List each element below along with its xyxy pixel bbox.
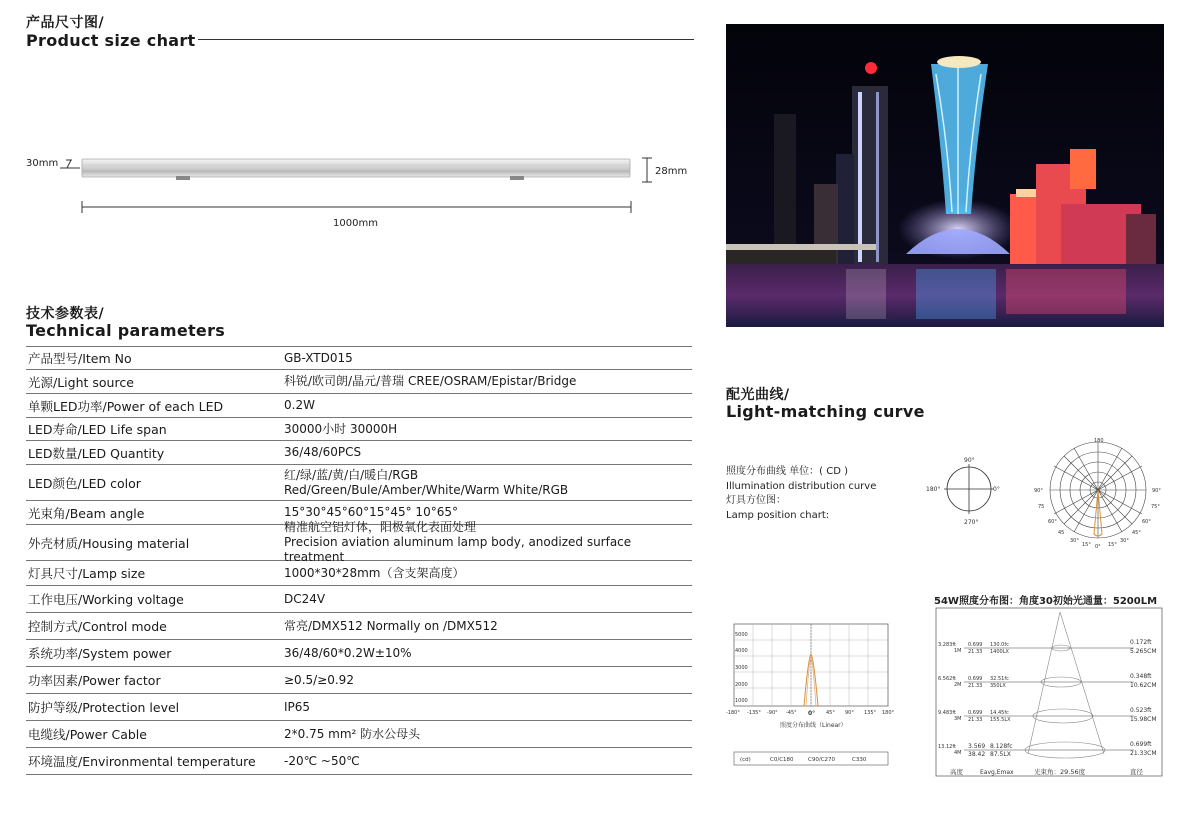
linear-caption: 照度分布曲线（Linear） (780, 722, 847, 729)
polar-tick: 30° (1070, 538, 1079, 544)
param-row (26, 694, 692, 721)
cone-chart-title: 54W照度分布图：角度30初始光通量：5200LM (934, 596, 1158, 607)
linear-xtick: -180° (726, 710, 740, 716)
param-row (26, 465, 692, 501)
polar-tick: 75 (1038, 504, 1045, 510)
cone-height-m: 4M (954, 750, 962, 756)
param-value (282, 468, 692, 498)
cone-eavg: 0.699 (968, 642, 983, 648)
param-key: LED数量/LED Quantity (28, 445, 165, 461)
linear-ytick: 5000 (735, 632, 748, 638)
cone-height-m: 1M (954, 648, 962, 654)
param-key: 防护等级/Protection level (28, 700, 180, 715)
cone-emax: 21.33 (968, 717, 983, 723)
section-divider (198, 39, 694, 40)
cone-fc: 8.128fc (990, 743, 1013, 750)
dist-note-line1: 照度分布曲线 单位：( CD ) (726, 466, 849, 477)
dist-note-line2: Illumination distribution curve (726, 480, 877, 492)
polar-tick: 90° (1034, 488, 1043, 494)
dim-length-marker (80, 200, 634, 214)
dim-height-label: 28mm (655, 166, 688, 177)
param-value: 15°30°45°60°15°45° 10°65° (284, 505, 458, 519)
cone-eavg: 3.569 (968, 743, 986, 750)
cone-dia-cm: 5.265CM (1130, 648, 1157, 655)
cone-emax: 21.33 (968, 649, 983, 655)
dim-width-marker (58, 158, 82, 172)
linear-xtick: 0° (808, 710, 816, 717)
param-value: DC24V (284, 591, 326, 606)
cone-footer-eavg: Eavg,Emax (980, 769, 1014, 776)
param-value: 36/48/60PCS (284, 445, 362, 459)
linear-xtick: -135° (747, 710, 761, 716)
linear-ytick: 1000 (735, 698, 748, 704)
param-row (26, 640, 692, 667)
pos-label-left: 180° (926, 486, 941, 493)
pos-label-right: 0° (993, 486, 1000, 493)
linear-xtick: 90° (845, 710, 854, 716)
night-city-photo (726, 24, 1164, 327)
param-value: IP65 (284, 699, 311, 714)
cone-footer-height: 高度 (950, 768, 963, 776)
param-value: 0.2W (284, 398, 315, 412)
distribution-notes (726, 465, 876, 523)
param-value: 30000小时 30000H (284, 421, 398, 436)
pos-label-top: 90° (964, 457, 975, 464)
polar-tick: 180 (1094, 438, 1104, 444)
param-row (26, 394, 692, 418)
param-row (26, 586, 692, 613)
cone-lux: 155.5LX (990, 717, 1011, 723)
param-key: 光源/Light source (28, 374, 134, 390)
cone-dia-cm: 10.62CM (1130, 682, 1157, 689)
param-row (26, 370, 692, 394)
polar-tick: 45 (1058, 530, 1065, 536)
param-value: -20℃ ~50℃ (284, 753, 360, 768)
param-value: 常亮/DMX512 Normally on /DMX512 (284, 618, 498, 633)
dim-length-label: 1000mm (333, 218, 378, 229)
cone-height-ft: 6.562ft (938, 676, 956, 682)
param-key: 灯具尺寸/Lamp size (28, 566, 146, 581)
cone-fc: 130.0fc (990, 642, 1009, 648)
param-key: 电缆线/Power Cable (28, 727, 147, 742)
param-key: LED颜色/LED color (28, 475, 141, 491)
param-value: GB-XTD015 (284, 350, 353, 365)
cone-lux: 1400LX (990, 649, 1009, 655)
params-table (26, 346, 692, 775)
lamp-position-chart (924, 453, 1004, 529)
param-value-line2: Red/Green/Bule/Amber/White/Warm White/RGB (284, 482, 569, 497)
cone-lux: 87.5LX (990, 751, 1011, 758)
polar-tick: 60° (1048, 519, 1057, 525)
linear-ytick: 2000 (735, 682, 748, 688)
param-key: 工作电压/Working voltage (28, 592, 184, 607)
pos-label-bottom: 270° (964, 519, 979, 526)
legend-series-3: C330 (852, 757, 867, 763)
param-key: LED寿命/LED Life span (28, 422, 167, 437)
illuminance-cone-chart (934, 606, 1164, 780)
size-title-cn: 产品尺寸图/ (26, 15, 105, 31)
param-row (26, 441, 692, 465)
cone-height-m: 2M (954, 682, 962, 688)
cone-fc: 32.51fc (990, 676, 1009, 682)
dim-height-marker (640, 157, 654, 183)
legend-series-2: C90/C270 (808, 757, 836, 763)
tech-title-cn: 技术参数表/ (26, 306, 105, 322)
cone-lux: 350LX (990, 683, 1006, 689)
param-value: 科锐/欧司朗/晶元/普瑞 CREE/OSRAM/Epistar/Bridge (284, 374, 577, 388)
cone-dia-cm: 15.98CM (1130, 716, 1157, 723)
linear-xtick: -90° (767, 710, 778, 716)
polar-tick: 0° (1095, 544, 1101, 550)
cone-height-ft: 13.12ft (938, 744, 956, 750)
param-key: 产品型号/Item No (28, 351, 132, 366)
light-title-cn: 配光曲线/ (726, 387, 790, 403)
linear-xtick: 45° (826, 710, 835, 716)
cone-eavg: 0.699 (968, 676, 983, 682)
legend-unit: (cd) (740, 757, 751, 763)
param-row (26, 721, 692, 748)
cone-footer-dia: 直径 (1130, 768, 1143, 776)
linear-xtick: 180° (882, 710, 895, 716)
dist-note-line3: 灯具方位图： (726, 495, 786, 506)
cone-eavg: 0.699 (968, 710, 983, 716)
linear-xtick: -45° (786, 710, 797, 716)
param-key: 环境温度/Environmental temperature (28, 754, 256, 769)
cone-fc: 14.45fc (990, 710, 1009, 716)
cone-footer-beam: 光束角：29.56度 (1034, 768, 1086, 776)
polar-tick: 15° (1108, 542, 1117, 548)
param-value: 1000*30*28mm（含支架高度） (284, 565, 465, 580)
legend-series-1: C0/C180 (770, 757, 794, 763)
param-row (26, 613, 692, 640)
tech-title-en: Technical parameters (26, 321, 226, 340)
param-key: 控制方式/Control mode (28, 619, 167, 634)
param-value-line1: 精准航空铝灯体，阳极氧化表面处理 (284, 520, 477, 534)
linear-ytick: 4000 (735, 648, 748, 654)
param-key: 外壳材质/Housing material (28, 535, 190, 551)
polar-tick: 45° (1132, 530, 1141, 536)
param-key: 单颗LED功率/Power of each LED (28, 398, 224, 414)
cone-dia-ft: 0.699ft (1130, 741, 1152, 748)
param-key: 光束角/Beam angle (28, 505, 145, 521)
cone-dia-ft: 0.523ft (1130, 707, 1152, 714)
param-value-line2: Precision aviation aluminum lamp body, anodized surface treatment (284, 535, 632, 564)
param-key: 系统功率/System power (28, 646, 172, 661)
polar-tick: 60° (1142, 519, 1151, 525)
param-value: 36/48/60*0.2W±10% (284, 645, 412, 660)
cone-emax: 21.33 (968, 683, 983, 689)
cone-height-ft: 9.483ft (938, 710, 956, 716)
cone-dia-ft: 0.172ft (1130, 639, 1152, 646)
param-value: 2*0.75 mm² 防水公母头 (284, 726, 421, 741)
param-row (26, 667, 692, 694)
size-title-en: Product size chart (26, 31, 196, 50)
lamp-drawing (80, 157, 632, 181)
light-title-en: Light-matching curve (726, 402, 925, 421)
dim-width-label: 30mm (26, 158, 59, 169)
param-value-line1: 红/绿/蓝/黄/白/暖白/RGB (284, 467, 419, 482)
cone-dia-cm: 21.33CM (1130, 750, 1157, 757)
polar-tick: 15° (1082, 542, 1091, 548)
cone-height-ft: 3.283ft (938, 642, 956, 648)
param-row (26, 748, 692, 775)
param-key: 功率因素/Power factor (28, 673, 161, 688)
linear-xtick: 135° (864, 710, 877, 716)
cone-dia-ft: 0.348ft (1130, 673, 1152, 680)
linear-distribution-chart (724, 620, 902, 768)
param-row (26, 520, 692, 564)
dist-note-line4: Lamp position chart: (726, 509, 830, 521)
param-row (26, 347, 692, 370)
cone-height-m: 3M (954, 716, 962, 722)
param-row (26, 561, 692, 586)
param-value (282, 520, 692, 565)
polar-tick: 30° (1120, 538, 1129, 544)
polar-distribution-chart (1034, 438, 1164, 550)
param-row (26, 418, 692, 441)
cone-emax: 38.42 (968, 751, 986, 758)
param-value: ≥0.5/≥0.92 (284, 672, 354, 687)
polar-tick: 90° (1152, 488, 1161, 494)
linear-ytick: 3000 (735, 665, 748, 671)
polar-tick: 75° (1151, 504, 1160, 510)
